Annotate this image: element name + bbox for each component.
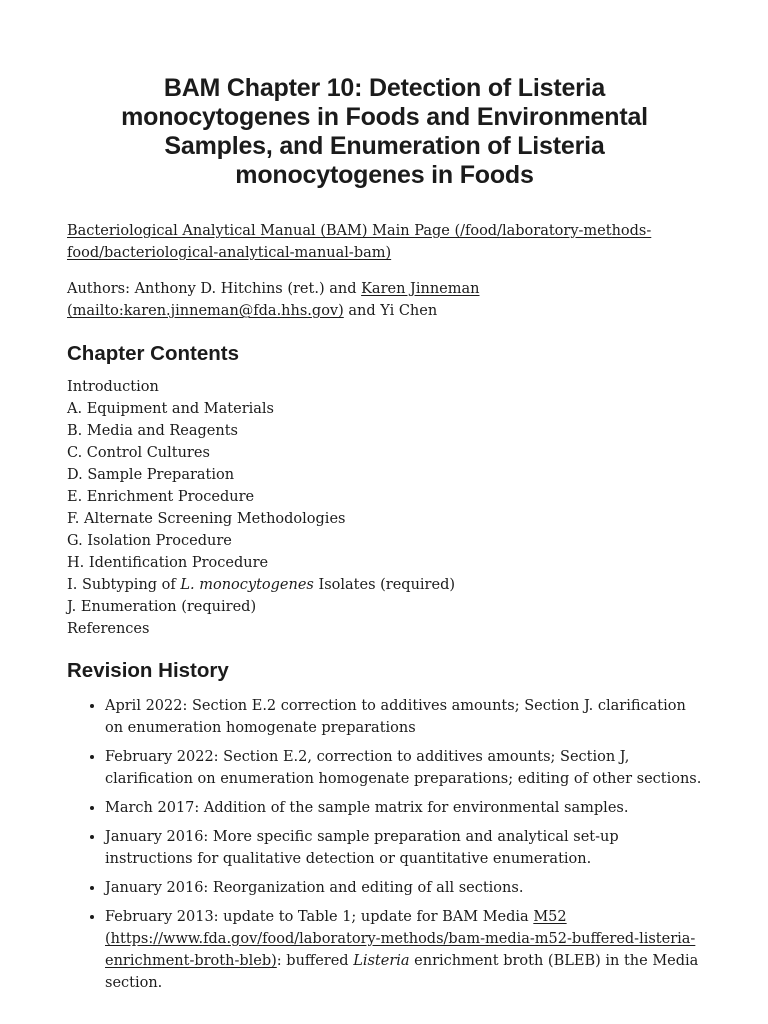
contents-item: E. Enrichment Procedure: [67, 489, 255, 505]
contents-item: D. Sample Preparation: [67, 467, 235, 483]
revision-item-post: enrichment broth (BLEB) in the Media section.: [105, 953, 699, 991]
contents-item-post: Isolates (required): [313, 577, 456, 593]
bam-main-page-link[interactable]: Bacteriological Analytical Manual (BAM) Main Page (/food/laboratory-methods-food/bacteriological-analytical-manual-bam): [67, 223, 652, 261]
revision-item: • February 2022: Section E.2, correction to additives amounts; Section J, clarification on enumeration homogenate preparations; editing of other sections.: [105, 746, 702, 790]
contents-item: J. Enumeration (required): [67, 599, 257, 615]
revision-item: • January 2016: Reorganization and editing of all sections.: [105, 877, 702, 899]
contents-item-italic: L. monocytogenes: [180, 577, 314, 593]
revision-item-italic: Listeria: [353, 953, 410, 969]
revision-item: • March 2017: Addition of the sample matrix for environmental samples.: [105, 797, 702, 819]
revision-item-mid: : buffered: [276, 953, 354, 969]
authors-suffix: and Yi Chen: [343, 303, 438, 319]
contents-item-pre: I. Subtyping of: [67, 577, 181, 593]
contents-item: H. Identification Procedure: [67, 555, 269, 571]
bam-media-m52-link[interactable]: M52 (https://www.fda.gov/food/laboratory-methods/bam-media-m52-buffered-listeria-enrichment-broth-bleb): [105, 909, 696, 969]
contents-item: G. Isolation Procedure: [67, 533, 232, 549]
contents-item: B. Media and Reagents: [67, 423, 238, 439]
revision-history-list: [67, 695, 702, 994]
revision-item: • April 2022: Section E.2 correction to additives amounts; Section J. clarification on enumeration homogenate preparations: [105, 695, 702, 739]
authors-line: [67, 278, 702, 322]
author-email-link[interactable]: Karen Jinneman (mailto:karen.jinneman@fda.hhs.gov): [67, 281, 480, 319]
contents-item: C. Control Cultures: [67, 445, 210, 461]
contents-item: F. Alternate Screening Methodologies: [67, 511, 346, 527]
chapter-contents-list: [67, 376, 702, 640]
contents-item: [67, 574, 702, 596]
page-title: BAM Chapter 10: Detection of Listeria monocytogenes in Foods and Environmental Samples, and Enumeration of Listeria monocytogenes in Foods: [121, 74, 648, 189]
contents-item: A. Equipment and Materials: [67, 401, 274, 417]
revision-item: [105, 906, 702, 994]
chapter-contents-heading: Chapter Contents: [67, 342, 239, 365]
contents-item: References: [67, 621, 150, 637]
breadcrumb: [67, 220, 702, 264]
authors-prefix: Authors: Anthony D. Hitchins (ret.) and: [67, 281, 362, 297]
contents-item: Introduction: [67, 379, 159, 395]
revision-item-pre: February 2013: update to Table 1; update for BAM Media: [105, 909, 534, 925]
revision-item: • January 2016: More specific sample preparation and analytical set-up instructions for qualitative detection or quantitative enumeration.: [105, 826, 702, 870]
revision-history-heading: Revision History: [67, 659, 229, 682]
